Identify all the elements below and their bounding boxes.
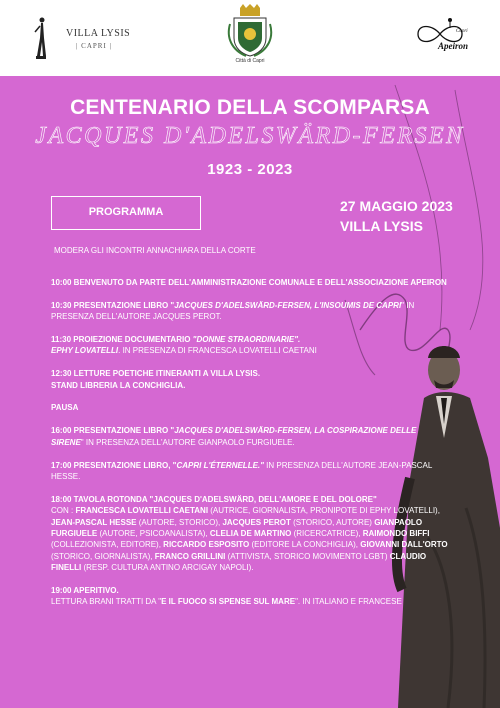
- item-1030-post: " IN PRESENZA DELL'AUTORE JACQUES PEROT.: [51, 300, 415, 322]
- program-item-1130: [51, 334, 451, 357]
- speaker-name: GIANPAOLO FURGIUELE: [51, 517, 423, 538]
- item-1230-line2: STAND LIBRERIA LA CONCHIGLIA.: [51, 380, 186, 390]
- speaker-name: CLELIA DE MARTINO: [209, 528, 292, 538]
- speaker-role: (AUTORE, PSICOANALISTA),: [97, 528, 210, 538]
- event-date: [340, 196, 453, 236]
- program-item-1030: [51, 300, 451, 323]
- item-1900-head: 19:00 APERITIVO.: [51, 585, 119, 595]
- title-centenario: CENTENARIO DELLA SCOMPARSA: [70, 96, 430, 119]
- speaker-role: (STORICO, GIORNALISTA),: [51, 551, 155, 561]
- program-list: [51, 277, 451, 608]
- title-fersen-text: JACQUES D'ADELSWÄRD-FERSEN: [35, 123, 465, 149]
- apeiron-logo: [410, 16, 482, 60]
- speaker-name: CLAUDIO FINELLI: [51, 551, 427, 573]
- program-item-1800: [51, 494, 451, 574]
- speaker-role: (STORICO, AUTORE): [290, 517, 375, 527]
- item-1130-name: EPHY LOVATELLI: [51, 346, 119, 356]
- program-item-1230: [51, 368, 451, 391]
- item-1030-pre: 10:30 PRESENTAZIONE LIBRO ": [51, 300, 175, 310]
- item-1900-pre: LETTURA BRANI TRATTI DA ": [51, 597, 162, 607]
- villa-lysis-sub: | CAPRI |: [76, 42, 112, 50]
- speaker-role: (COLLEZIONISTA, EDITORE),: [51, 540, 164, 550]
- programma-box: PROGRAMMA: [51, 196, 201, 230]
- speaker-name: FRANCESCA LOVATELLI CAETANI: [75, 506, 209, 516]
- item-1800-con: CON :: [51, 506, 76, 516]
- speaker-role: (AUTRICE, GIORNALISTA, PRONIPOTE DI EPHY LOVATELLI),: [208, 506, 440, 516]
- speaker-role: (AUTORE, STORICO),: [136, 517, 223, 527]
- speaker-name: JACQUES PEROT: [222, 517, 291, 527]
- event-venue-line: VILLA LYSIS: [340, 218, 423, 234]
- item-1230-line1: 12:30 LETTURE POETICHE ITINERANTI A VILLA LYSIS.: [51, 369, 261, 379]
- item-1700-pre: 17:00 PRESENTAZIONE LIBRO, ": [51, 460, 177, 470]
- citta-caption: Città di Capri: [235, 58, 265, 64]
- speaker-role: (RESP. CULTURA ANTINO ARCIGAY NAPOLI).: [81, 563, 254, 573]
- item-1700-post: IN PRESENZA DELL'AUTORE JEAN-PASCAL HESSE.: [51, 460, 433, 481]
- item-1600-title: JACQUES D'ADELSWÄRD-FERSEN, LA COSPIRAZIONE DELLE SIRENE: [51, 426, 417, 447]
- header-bar: [0, 0, 500, 76]
- item-1130-title: "DONNE STRAORDINARIE".: [192, 335, 301, 345]
- program-item-1900: [51, 585, 451, 608]
- speaker-name: FRANCO GRILLINI: [154, 551, 226, 561]
- item-1600-pre: 16:00 PRESENTAZIONE LIBRO ": [51, 426, 175, 436]
- program-pausa: PAUSA: [51, 403, 79, 413]
- title-years: 1923 - 2023: [207, 161, 293, 178]
- item-1900-post: ". IN ITALIANO E FRANCESE: [295, 597, 402, 607]
- item-1030-title: JACQUES D'ADELSWÄRD-FERSEN, L'INSOUMIS DE CAPRI: [174, 300, 402, 310]
- coat-of-arms-icon: [220, 4, 280, 58]
- villa-lysis-logo: [30, 12, 131, 62]
- item-1700-title: CAPRI L'ÉTERNELLE.": [176, 460, 264, 470]
- program-item-1000: 10:00 BENVENUTO DA PARTE DELL'AMMINISTRAZIONE COMUNALE E DELL'ASSOCIAZIONE APEIRON: [51, 278, 447, 287]
- speaker-role: (EDITORE LA CONCHIGLIA),: [249, 540, 361, 550]
- item-1130-post: . IN PRESENZA DI FRANCESCA LOVATELLI CAETANI: [118, 346, 317, 356]
- item-1800-head: 18:00 TAVOLA ROTONDA "JACQUES D'ADELSWÄRD, DELL'AMORE E DEL DOLORE": [51, 494, 377, 504]
- speaker-name: RICCARDO ESPOSITO: [163, 540, 250, 550]
- citta-di-capri-logo: [220, 4, 280, 72]
- statue-icon: [34, 16, 48, 60]
- speaker-role: (ATTIVISTA, STORICO MOVIMENTO LGBT): [225, 551, 390, 561]
- apeiron-small-text: Capri: [456, 29, 468, 34]
- moderator-line: MODERA GLI INCONTRI ANNACHIARA DELLA CORTE: [54, 246, 256, 255]
- villa-lysis-name: VILLA LYSIS: [66, 28, 131, 39]
- speaker-name: GIOVANNI DALL'ORTO: [360, 540, 448, 550]
- program-item-1700: [51, 460, 451, 483]
- speaker-name: JEAN-PASCAL HESSE: [51, 517, 137, 527]
- title-fersen: [0, 123, 500, 150]
- program-item-1600: [51, 425, 451, 448]
- item-1900-title: E IL FUOCO SI SPENSE SUL MARE: [161, 597, 296, 607]
- item-1130-pre: 11:30 PROIEZIONE DOCUMENTARIO: [51, 335, 193, 345]
- item-1600-post: " IN PRESENZA DELL'AUTORE GIANPAOLO FURGIUELE.: [80, 437, 295, 447]
- speaker-role: (RICERCATRICE),: [291, 528, 363, 538]
- speaker-name: RAIMONDO BIFFI: [362, 528, 430, 538]
- apeiron-wordmark: Apeiron: [438, 41, 469, 51]
- event-date-line: 27 MAGGIO 2023: [340, 198, 453, 214]
